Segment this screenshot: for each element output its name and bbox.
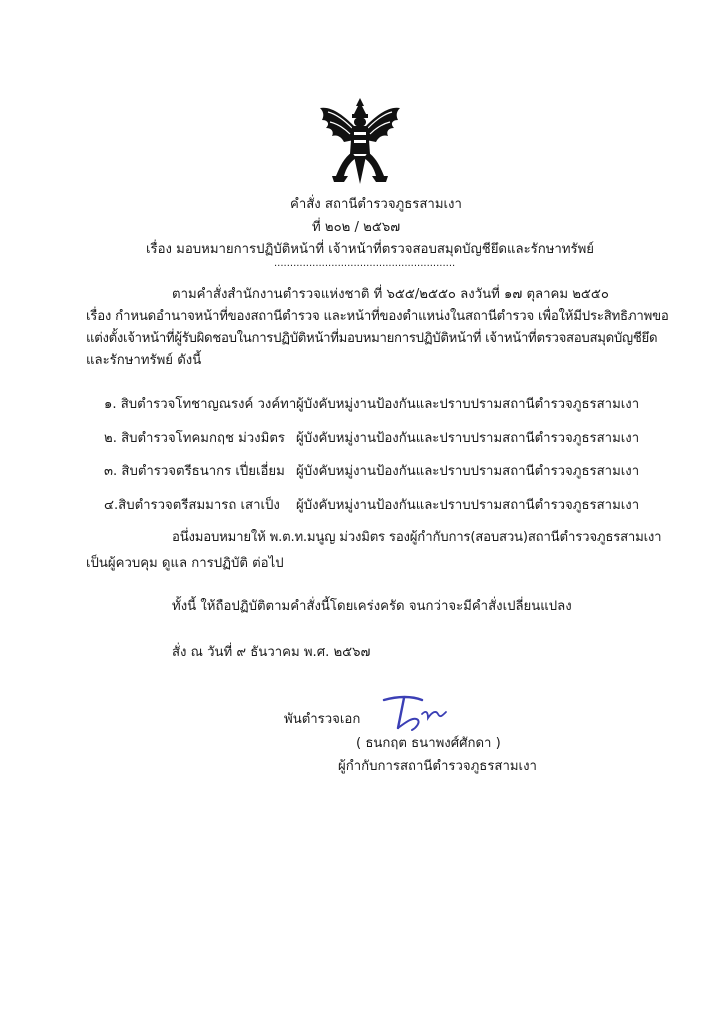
assignee-name: ๒. สิบตำรวจโทคมกฤช ม่วงมิตร [104, 431, 285, 446]
assignee-role: ผู้บังคับหมู่งานป้องกันและปราบปรามสถานีตำรวจภูธรสามเงา [296, 431, 640, 446]
order-issuer: คำสั่ง สถานีตำรวจภูธรสามเงา [290, 197, 462, 212]
signer-position: ผู้กำกับการสถานีตำรวจภูธรสามเงา [338, 759, 537, 774]
order-number: ที่ ๒๐๒ / ๒๕๖๗ [312, 220, 401, 235]
instruction: ทั้งนี้ ให้ถือปฏิบัติตามคำสั่งนี้โดยเคร่งครัด จนกว่าจะมีคำสั่งเปลี่ยนแปลง [172, 599, 572, 614]
garuda-emblem-icon [314, 96, 406, 188]
assignee-name: ๓. สิบตำรวจตรีธนากร เปี่ยเอี่ยม [104, 464, 285, 479]
order-date: สั่ง ณ วันที่ ๙ ธันวาคม พ.ศ. ๒๕๖๗ [172, 645, 371, 660]
supervisor-line-2: เป็นผู้ควบคุม ดูแล การปฏิบัติ ต่อไป [86, 556, 284, 571]
signer-rank: พันตำรวจเอก [284, 712, 361, 727]
intro-line-4: และรักษาทรัพย์ ดังนี้ [86, 353, 202, 368]
intro-line-1: ตามคำสั่งสำนักงานตำรวจแห่งชาติ ที่ ๖๕๕/๒๕๕๐ ลงวันที่ ๑๗ ตุลาคม ๒๕๕๐ [172, 287, 609, 302]
handwritten-signature-icon [378, 692, 450, 734]
assignee-role: ผู้บังคับหมู่งานป้องกันและปราบปรามสถานีตำรวจภูธรสามเงา [296, 498, 640, 513]
divider: ......................................................... [274, 258, 456, 269]
signer-name: ( ธนกฤต ธนาพงศ์ศักดา ) [356, 736, 501, 751]
order-subject: เรื่อง มอบหมายการปฏิบัติหน้าที่ เจ้าหน้าที่ตรวจสอบสมุดบัญชียึดและรักษาทรัพย์ [146, 242, 595, 257]
assignee-role: ผู้บังคับหมู่งานป้องกันและปราบปรามสถานีตำรวจภูธรสามเงา [296, 464, 640, 479]
assignee-name: ๔.สิบตำรวจตรีสมมารถ เสาเป็ง [104, 498, 280, 513]
assignee-name: ๑. สิบตำรวจโทชาญณรงค์ วงค์ทา [104, 397, 297, 412]
assignee-role: ผู้บังคับหมู่งานป้องกันและปราบปรามสถานีตำรวจภูธรสามเงา [296, 397, 640, 412]
intro-line-3: แต่งตั้งเจ้าหน้าที่ผู้รับผิดชอบในการปฏิบัติหน้าที่มอบหมายการปฏิบัติหน้าที่ เจ้าหน้าที่ตรวจสอบสมุดบัญชียึด [86, 331, 658, 346]
supervisor-line-1: อนึ่งมอบหมายให้ พ.ต.ท.มนูญ ม่วงมิตร รองผู้กำกับการ(สอบสวน)สถานีตำรวจภูธรสามเงา [172, 530, 662, 545]
intro-line-2: เรื่อง กำหนดอำนาจหน้าที่ของสถานีตำรวจ และหน้าที่ของตำแหน่งในสถานีตำรวจ เพื่อให้มีประสิทธิภาพขอ [86, 309, 669, 324]
